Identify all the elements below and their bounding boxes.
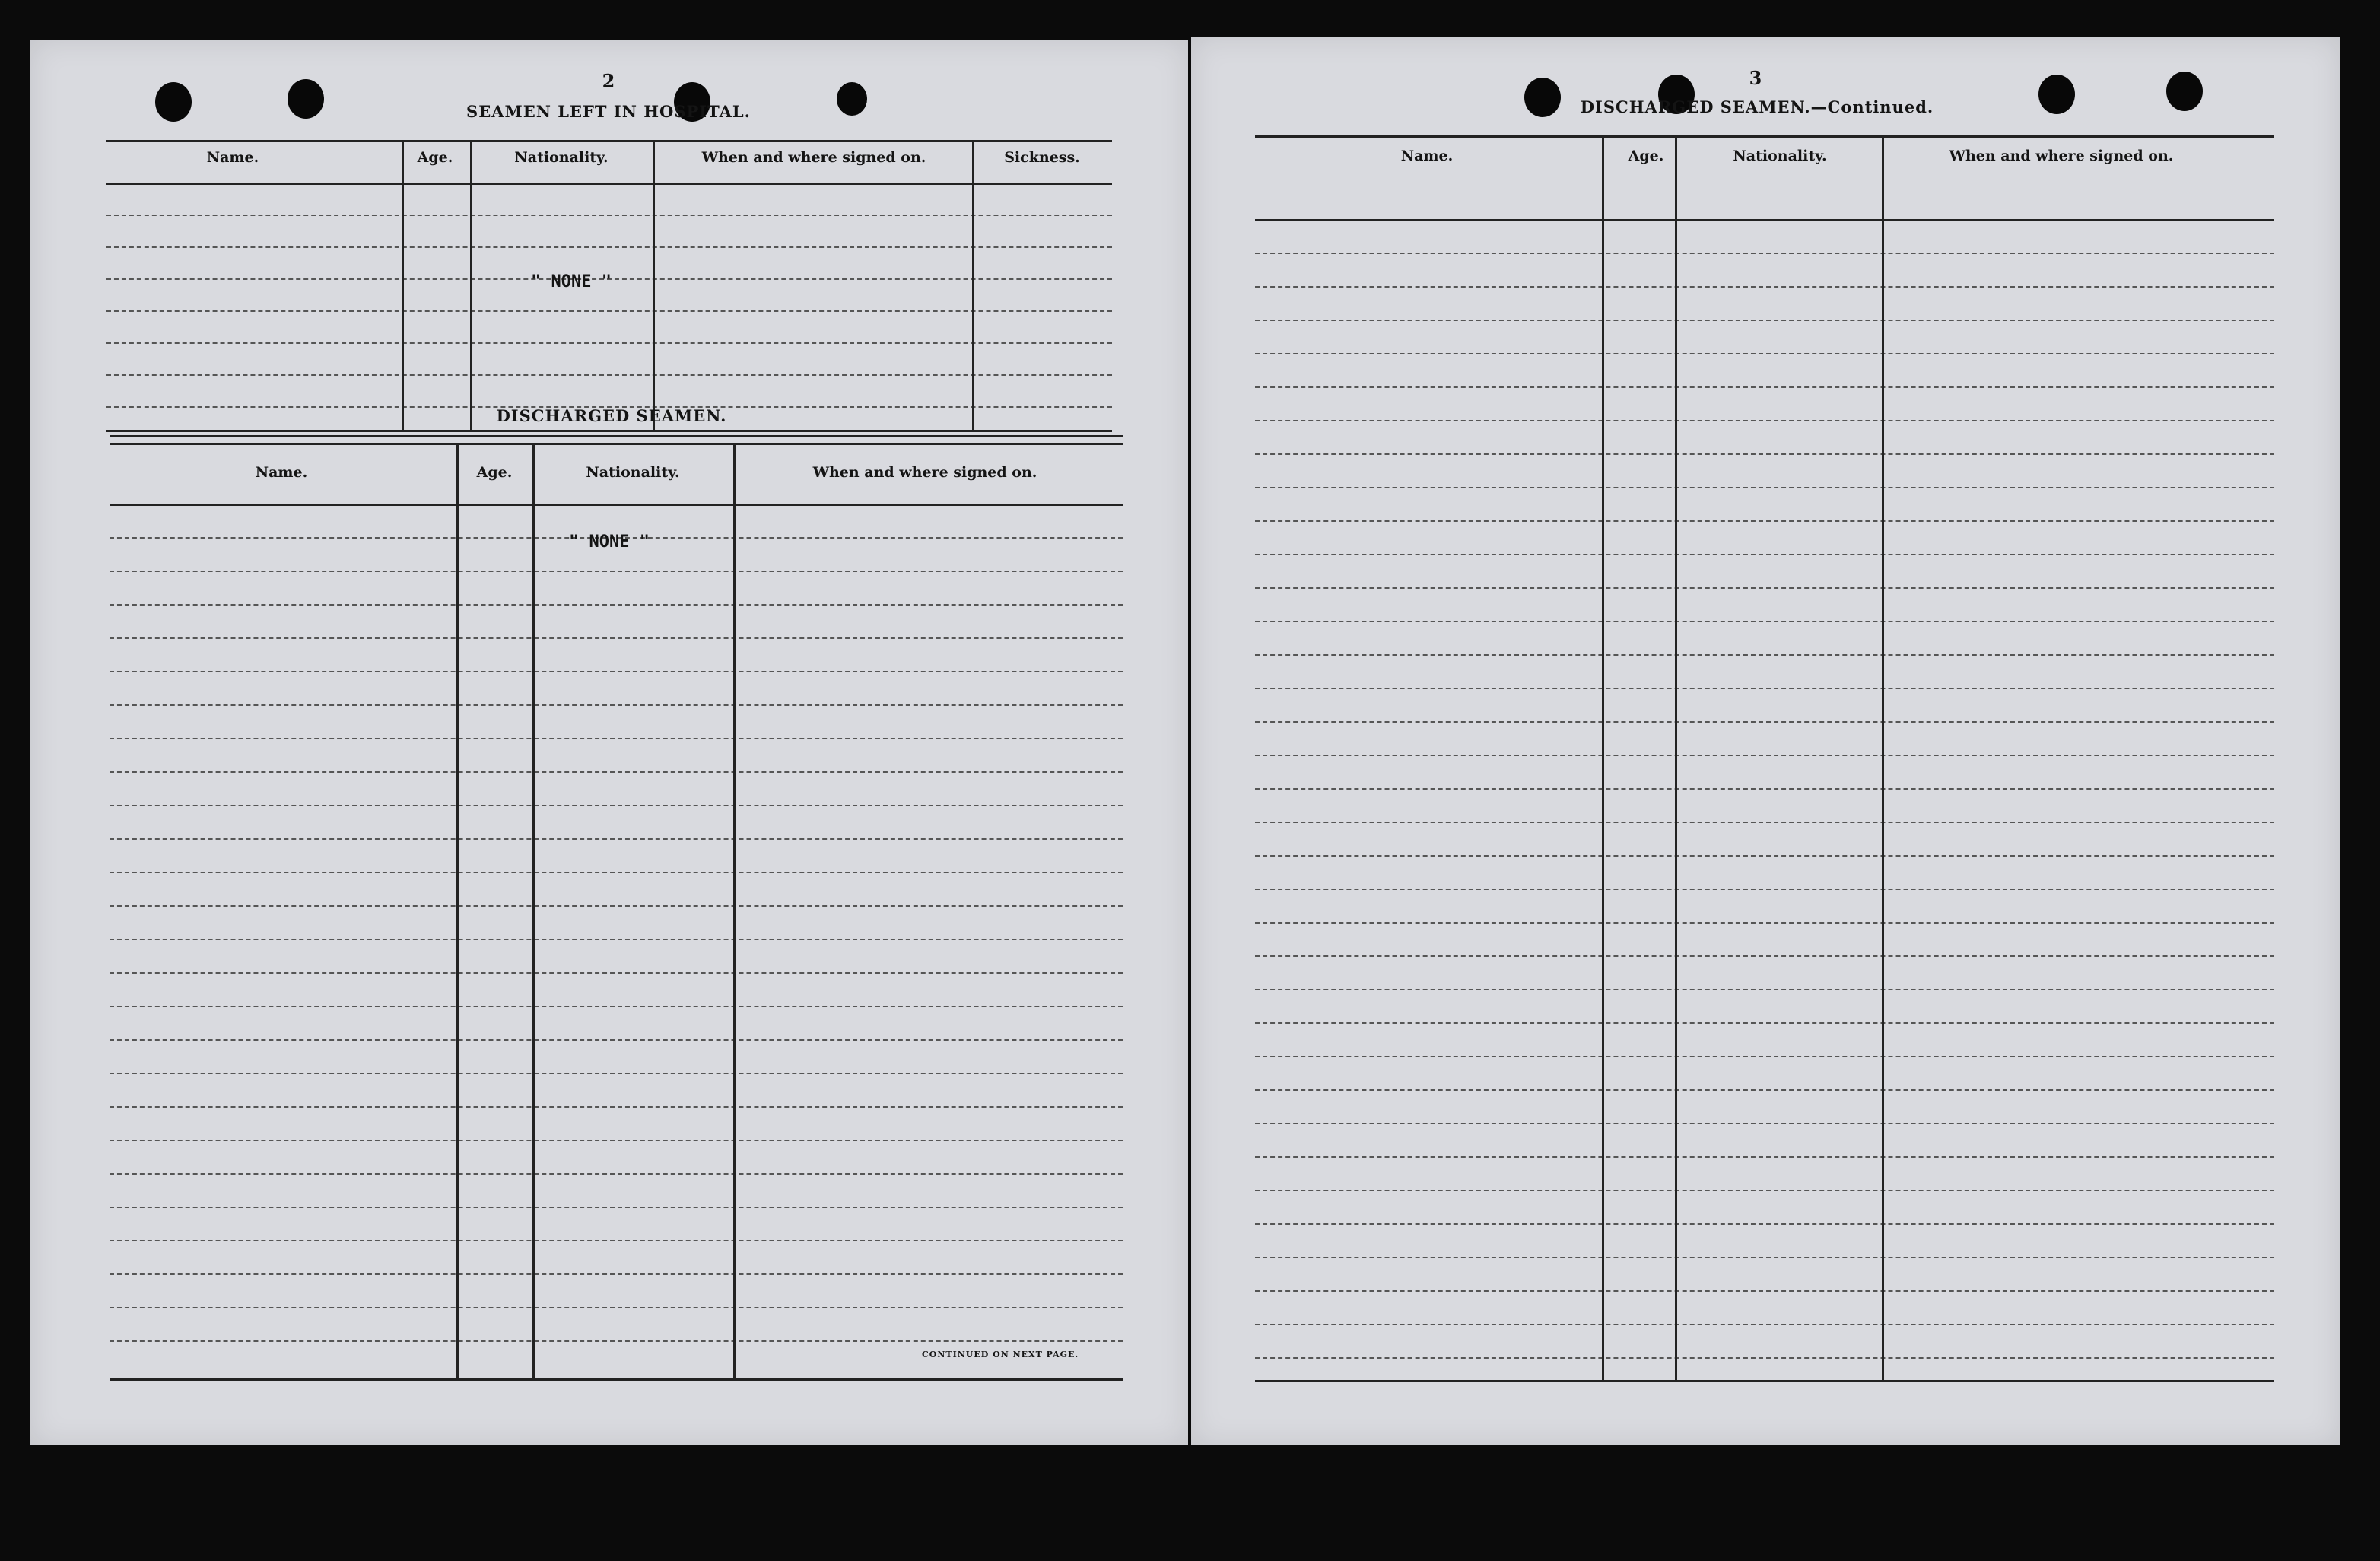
page-number: 3 bbox=[1749, 67, 1762, 89]
ruled-line bbox=[1255, 253, 2274, 254]
ruled-line bbox=[110, 1340, 1123, 1342]
ruled-line bbox=[110, 738, 1123, 739]
col-signed-on: When and where signed on. bbox=[812, 464, 1037, 481]
ruled-line bbox=[1255, 755, 2274, 756]
ruled-line bbox=[110, 1307, 1123, 1308]
ruled-line bbox=[110, 671, 1123, 672]
ruled-line bbox=[110, 905, 1123, 907]
col-nationality: Nationality. bbox=[1733, 148, 1827, 164]
ruled-line bbox=[1255, 1022, 2274, 1024]
punch-hole bbox=[1524, 78, 1561, 117]
ruled-line bbox=[110, 838, 1123, 840]
ruled-line bbox=[1255, 1156, 2274, 1158]
ruled-line bbox=[1255, 788, 2274, 790]
ruled-line bbox=[110, 939, 1123, 940]
ruled-line bbox=[1255, 855, 2274, 857]
ruled-line bbox=[1255, 1290, 2274, 1292]
col-sickness: Sickness. bbox=[1004, 149, 1080, 166]
col-nationality: Nationality. bbox=[586, 464, 680, 481]
hospital-entry: " NONE " bbox=[531, 272, 612, 291]
ruled-line bbox=[110, 571, 1123, 572]
punch-hole bbox=[288, 79, 324, 119]
punch-hole bbox=[155, 82, 192, 122]
ruled-line bbox=[1255, 654, 2274, 656]
ruled-line bbox=[1255, 922, 2274, 924]
ruled-line bbox=[110, 1039, 1123, 1041]
ruled-line bbox=[110, 805, 1123, 806]
ruled-line bbox=[110, 1006, 1123, 1007]
continued-note: CONTINUED ON NEXT PAGE. bbox=[922, 1350, 1079, 1359]
hospital-table bbox=[106, 140, 1112, 432]
ruled-line bbox=[1255, 587, 2274, 589]
ruled-line bbox=[1255, 1056, 2274, 1057]
discharged-entry: " NONE " bbox=[569, 533, 650, 552]
col-age: Age. bbox=[476, 464, 513, 481]
ruled-line bbox=[110, 771, 1123, 773]
col-age: Age. bbox=[1628, 148, 1664, 164]
ruled-line bbox=[110, 604, 1123, 606]
page-number: 2 bbox=[602, 70, 615, 92]
ruled-line bbox=[1255, 520, 2274, 522]
left-page bbox=[30, 40, 1188, 1445]
right-page bbox=[1191, 37, 2340, 1445]
ruled-line bbox=[1255, 721, 2274, 723]
ruled-line bbox=[1255, 420, 2274, 421]
col-signed-on: When and where signed on. bbox=[701, 149, 926, 166]
col-age: Age. bbox=[417, 149, 453, 166]
ruled-line bbox=[1255, 955, 2274, 957]
ruled-line bbox=[1255, 621, 2274, 622]
ruled-line bbox=[1255, 386, 2274, 388]
ruled-line bbox=[1255, 1089, 2274, 1091]
col-nationality: Nationality. bbox=[514, 149, 609, 166]
col-name: Name. bbox=[255, 464, 308, 481]
ruled-line bbox=[1255, 1123, 2274, 1124]
ruled-line bbox=[110, 872, 1123, 873]
ruled-line bbox=[110, 704, 1123, 706]
ruled-line bbox=[110, 1207, 1123, 1208]
ruled-line bbox=[110, 972, 1123, 974]
ruled-line bbox=[1255, 1223, 2274, 1225]
ruled-line bbox=[1255, 822, 2274, 823]
ruled-line bbox=[110, 1106, 1123, 1108]
ruled-line bbox=[1255, 320, 2274, 321]
ruled-line bbox=[1255, 353, 2274, 354]
discharged-section-title: DISCHARGED SEAMEN. bbox=[496, 406, 727, 425]
ruled-line bbox=[110, 1140, 1123, 1141]
punch-hole bbox=[2038, 75, 2075, 114]
ruled-line bbox=[110, 637, 1123, 639]
col-signed-on: When and where signed on. bbox=[1949, 148, 2174, 164]
ruled-line bbox=[1255, 286, 2274, 288]
punch-hole bbox=[837, 82, 867, 116]
ruled-line bbox=[1255, 554, 2274, 555]
discharged-table bbox=[110, 435, 1123, 1381]
ruled-line bbox=[1255, 688, 2274, 689]
ruled-line bbox=[1255, 1190, 2274, 1191]
discharged-continued-table bbox=[1255, 135, 2274, 1383]
hospital-section-title: SEAMEN LEFT IN HOSPITAL. bbox=[466, 102, 751, 121]
ruled-line bbox=[110, 1273, 1123, 1275]
ruled-line bbox=[110, 1173, 1123, 1175]
ruled-line bbox=[1255, 1357, 2274, 1359]
ruled-line bbox=[1255, 989, 2274, 990]
ruled-line bbox=[110, 1240, 1123, 1241]
col-name: Name. bbox=[206, 149, 259, 166]
ruled-line bbox=[110, 1073, 1123, 1074]
punch-hole bbox=[2166, 72, 2203, 111]
ruled-line bbox=[1255, 889, 2274, 890]
ruled-line bbox=[1255, 1324, 2274, 1325]
discharged-continued-title: DISCHARGED SEAMEN.—Continued. bbox=[1580, 97, 1934, 116]
ruled-line bbox=[1255, 487, 2274, 488]
ruled-line bbox=[1255, 453, 2274, 455]
col-name: Name. bbox=[1400, 148, 1454, 164]
ruled-line bbox=[1255, 1257, 2274, 1258]
